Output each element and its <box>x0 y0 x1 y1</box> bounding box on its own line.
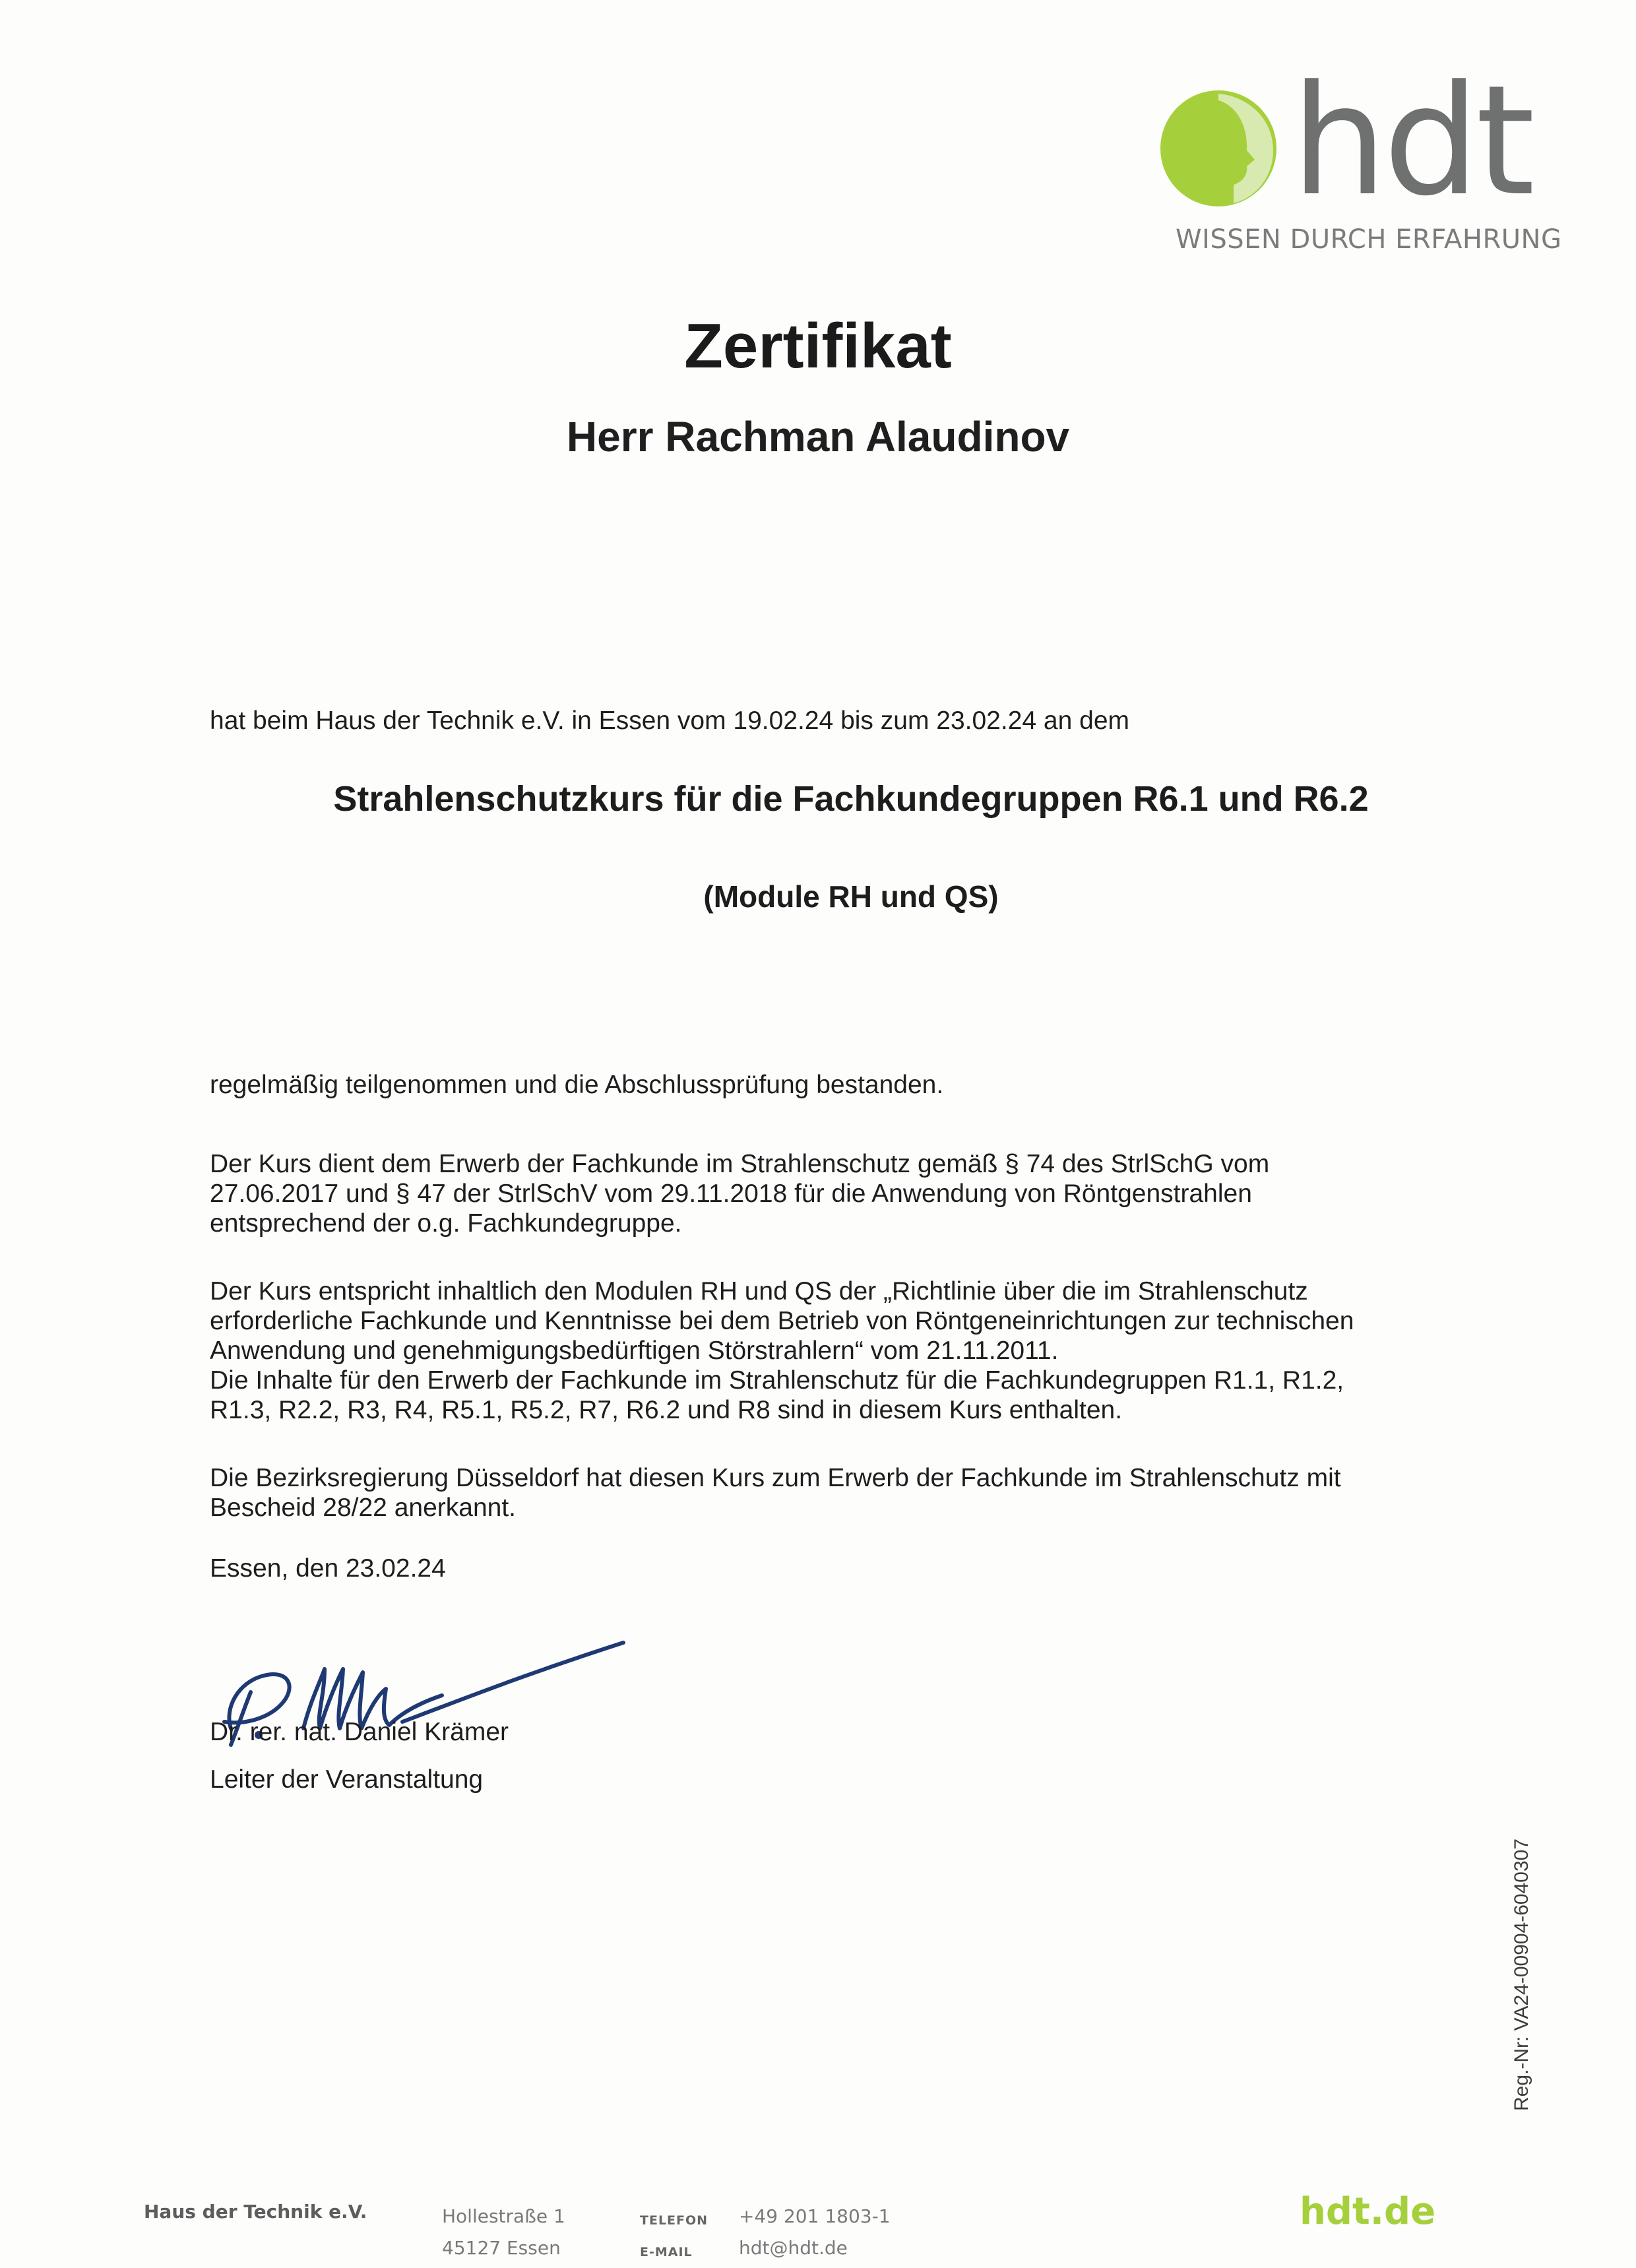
logo-wordmark: hdt <box>1291 53 1531 230</box>
footer-contact <box>739 2201 891 2264</box>
phone-label: TELEFON <box>640 2213 708 2228</box>
text-line: 27.06.2017 und § 47 der StrlSchV vom 29.11.2018 für die Anwendung von Röntgenstrahlen <box>210 1180 1252 1208</box>
hdt-logo <box>1156 53 1562 264</box>
signer-name: Dr. rer. nat. Daniel Krämer <box>210 1718 509 1746</box>
text-line: erforderliche Fachkunde und Kenntnisse bei dem Betrieb von Röntgeneinrichtungen zur technischen <box>210 1307 1354 1335</box>
text-line: Die Inhalte für den Erwerb der Fachkunde im Strahlenschutz für die Fachkundegruppen R1.1, R1.2, <box>210 1366 1344 1395</box>
course-modules: (Module RH und QS) <box>703 879 999 914</box>
text-line: Der Kurs dient dem Erwerb der Fachkunde im Strahlenschutz gemäß § 74 des StrlSchG vom <box>210 1150 1270 1178</box>
logo-tagline: WISSEN DURCH ERFAHRUNG <box>1176 224 1562 255</box>
footer-labels <box>640 2205 708 2268</box>
paragraph-modules <box>210 1276 1463 1425</box>
footer-website: hdt.de <box>1300 2190 1436 2233</box>
text-line: Anwendung und genehmigungsbedürftigen Störstrahlern“ vom 21.11.2011. <box>210 1337 1059 1365</box>
place-date: Essen, den 23.02.24 <box>210 1554 446 1583</box>
intro-text: hat beim Haus der Technik e.V. in Essen vom 19.02.24 bis zum 23.02.24 an dem <box>210 707 1130 735</box>
paragraph-approval <box>210 1463 1463 1523</box>
text-line: entsprechend der o.g. Fachkundegruppe. <box>210 1209 682 1238</box>
participation-text: regelmäßig teilgenommen und die Abschlussprüfung bestanden. <box>210 1071 944 1099</box>
footer-organization: Haus der Technik e.V. <box>144 2201 367 2222</box>
footer-city: 45127 Essen <box>442 2237 561 2259</box>
footer-street: Hollestraße 1 <box>442 2205 565 2227</box>
text-line: Bescheid 28/22 anerkannt. <box>210 1494 517 1522</box>
paragraph-legal-basis <box>210 1149 1463 1238</box>
phone-number: +49 201 1803-1 <box>739 2205 891 2227</box>
signer-role: Leiter der Veranstaltung <box>210 1765 484 1794</box>
email-label: E-MAIL <box>640 2245 693 2259</box>
text-line: Der Kurs entspricht inhaltlich den Modulen RH und QS der „Richtlinie über die im Strahlenschutz <box>210 1277 1308 1306</box>
head-profile-icon <box>1156 86 1281 211</box>
recipient-name: Herr Rachman Alaudinov <box>566 413 1070 460</box>
certificate-title: Zertifikat <box>684 311 952 381</box>
text-line: Die Bezirksregierung Düsseldorf hat diesen Kurs zum Erwerb der Fachkunde im Strahlenschutz mit <box>210 1464 1341 1492</box>
text-line: R1.3, R2.2, R3, R4, R5.1, R5.2, R7, R6.2 und R8 sind in diesem Kurs enthalten. <box>210 1396 1123 1424</box>
registration-number: Reg.-Nr: VA24-00904-6040307 <box>1511 1838 1532 2111</box>
email-address: hdt@hdt.de <box>739 2237 848 2259</box>
footer-address <box>442 2201 565 2264</box>
course-title: Strahlenschutzkurs für die Fachkundegruppen R6.1 und R6.2 <box>333 779 1369 819</box>
